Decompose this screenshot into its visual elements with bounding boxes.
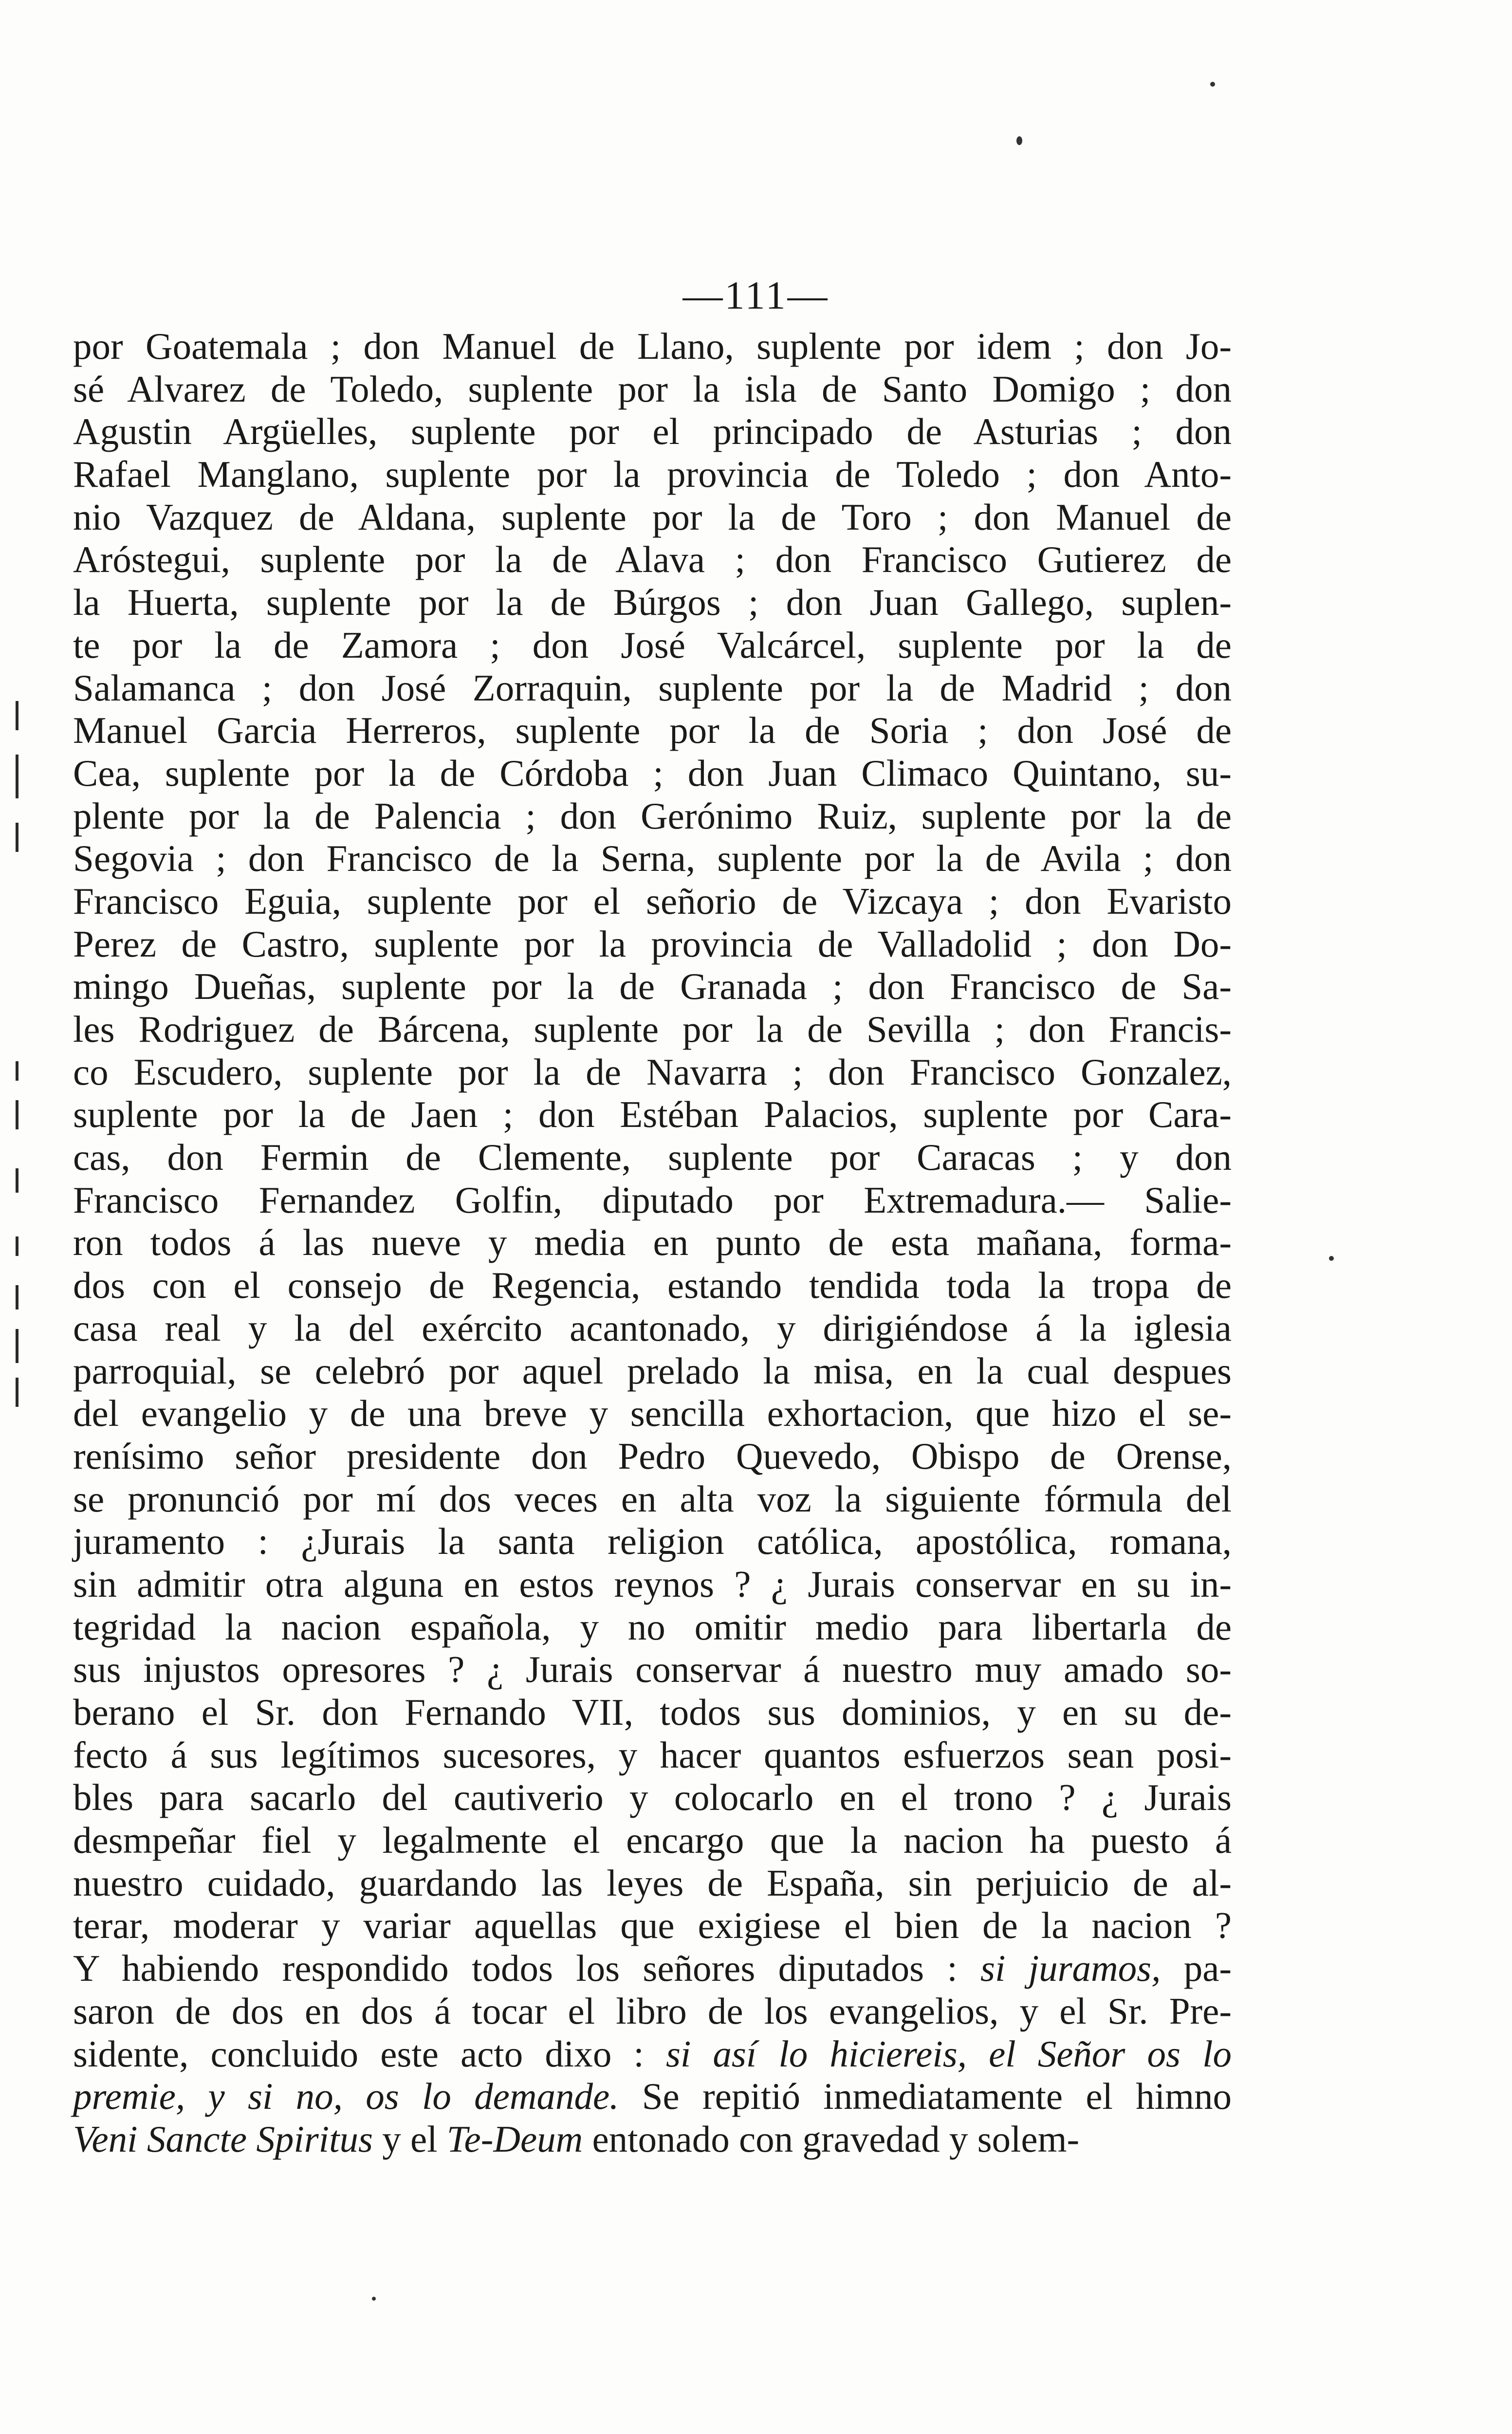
text-line: [73, 2075, 1232, 2118]
text-line: la Huerta, suplente por la de Búrgos ; don Juan Gallego, suplen-: [73, 581, 1232, 624]
text-line: berano el Sr. don Fernando VII, todos sus dominios, y en su de-: [73, 1691, 1232, 1733]
text-line: sus injustos opresores ? ¿ Jurais conservar á nuestro muy amado so-: [73, 1648, 1232, 1691]
margin-mark: [16, 1061, 18, 1081]
text-line: Manuel Garcia Herreros, suplente por la de Soria ; don José de: [73, 709, 1232, 752]
margin-mark: [16, 755, 18, 798]
text-line: Rafael Manglano, suplente por la provincia de Toledo ; don Anto-: [73, 453, 1232, 496]
text-line: Salamanca ; don José Zorraquin, suplente por la de Madrid ; don: [73, 666, 1232, 709]
margin-marks: [9, 682, 28, 1558]
text-line: Segovia ; don Francisco de la Serna, suplente por la de Avila ; don: [73, 837, 1232, 880]
text-line: [73, 1947, 1232, 1990]
italic-run: si juramos,: [980, 1947, 1161, 1990]
text-line: suplente por la de Jaen ; don Estéban Palacios, suplente por Cara-: [73, 1093, 1232, 1136]
margin-mark: [16, 1285, 18, 1309]
text-line: se pronunció por mí dos veces en alta voz la siguiente fórmula del: [73, 1477, 1232, 1520]
margin-mark: [16, 1378, 18, 1407]
margin-mark: [16, 1329, 18, 1363]
text-line: tegridad la nacion española, y no omitir medio para libertarla de: [73, 1605, 1232, 1648]
text-line: te por la de Zamora ; don José Valcárcel, suplente por la de: [73, 624, 1232, 666]
text-line: co Escudero, suplente por la de Navarra ; don Francisco Gonzalez,: [73, 1051, 1232, 1093]
page-speck: [1329, 1256, 1334, 1261]
text-run: Y habiendo respondido todos los señores diputados :: [73, 1947, 958, 1990]
text-line: terar, moderar y variar aquellas que exigiese el bien de la nacion ?: [73, 1904, 1232, 1947]
text-run: pa-: [1183, 1947, 1232, 1990]
text-line: del evangelio y de una breve y sencilla exhortacion, que hizo el se-: [73, 1392, 1232, 1435]
text-line: nuestro cuidado, guardando las leyes de España, sin perjuicio de al-: [73, 1862, 1232, 1904]
text-line: Francisco Fernandez Golfin, diputado por Extremadura.— Salie-: [73, 1179, 1232, 1221]
text-line: Cea, suplente por la de Córdoba ; don Juan Climaco Quintano, su-: [73, 752, 1232, 794]
text-line: Agustin Argüelles, suplente por el principado de Asturias ; don: [73, 410, 1232, 453]
text-line: cas, don Fermin de Clemente, suplente por Caracas ; y don: [73, 1136, 1232, 1179]
text-run: entonado con gravedad y solem-: [592, 2118, 1080, 2160]
text-line: renísimo señor presidente don Pedro Quevedo, Obispo de Orense,: [73, 1435, 1232, 1477]
text-line: Francisco Eguia, suplente por el señorio de Vizcaya ; don Evaristo: [73, 880, 1232, 922]
page-speck: [1016, 136, 1022, 145]
text-run: y el: [382, 2118, 438, 2160]
text-line: desmpeñar fiel y legalmente el encargo que la nacion ha puesto á: [73, 1819, 1232, 1862]
italic-run: Te-Deum: [446, 2118, 583, 2160]
text-run: sidente, concluido este acto dixo :: [73, 2032, 644, 2075]
text-line: ron todos á las nueve y media en punto de esta mañana, forma-: [73, 1221, 1232, 1264]
margin-mark: [16, 823, 18, 852]
page-number: —111—: [682, 273, 830, 317]
text-line: plente por la de Palencia ; don Gerónimo Ruiz, suplente por la de: [73, 794, 1232, 837]
text-line: les Rodriguez de Bárcena, suplente por la de Sevilla ; don Francis-: [73, 1008, 1232, 1050]
text-line: saron de dos en dos á tocar el libro de los evangelios, y el Sr. Pre-: [73, 1990, 1232, 2032]
text-line: Aróstegui, suplente por la de Alava ; don Francisco Gutierez de: [73, 538, 1232, 581]
italic-run: Veni Sancte Spiritus: [73, 2118, 373, 2160]
text-line: mingo Dueñas, suplente por la de Granada ; don Francisco de Sa-: [73, 965, 1232, 1008]
italic-run: premie, y si no, os lo demande.: [73, 2075, 619, 2118]
text-line: fecto á sus legítimos sucesores, y hacer quantos esfuerzos sean posi-: [73, 1733, 1232, 1776]
text-line: [73, 2033, 1232, 2076]
text-line: sin admitir otra alguna en estos reynos ? ¿ Jurais conservar en su in-: [73, 1563, 1232, 1605]
text-line: Perez de Castro, suplente por la provincia de Valladolid ; don Do-: [73, 922, 1232, 965]
page-speck: [1210, 82, 1215, 87]
text-line: sé Alvarez de Toledo, suplente por la isla de Santo Domigo ; don: [73, 368, 1232, 410]
text-line: casa real y la del exército acantonado, y dirigiéndose á la iglesia: [73, 1307, 1232, 1349]
text-line: dos con el consejo de Regencia, estando tendida toda la tropa de: [73, 1264, 1232, 1307]
italic-run: si así lo hiciereis, el Señor os lo: [665, 2032, 1232, 2075]
margin-mark: [16, 701, 18, 730]
text-line: [73, 2118, 1232, 2161]
text-line: juramento : ¿Jurais la santa religion católica, apostólica, romana,: [73, 1520, 1232, 1563]
text-line: bles para sacarlo del cautiverio y colocarlo en el trono ? ¿ Jurais: [73, 1776, 1232, 1819]
text-run: Se repitió inmediatamente el himno: [642, 2075, 1232, 2118]
text-line: por Goatemala ; don Manuel de Llano, suplente por idem ; don Jo-: [73, 325, 1232, 367]
text-line: parroquial, se celebró por aquel prelado la misa, en la cual despues: [73, 1349, 1232, 1392]
margin-mark: [16, 1168, 18, 1193]
page-speck: [372, 2297, 376, 2301]
text-line: nio Vazquez de Aldana, suplente por la de Toro ; don Manuel de: [73, 496, 1232, 538]
margin-mark: [16, 1236, 18, 1256]
body-text: [73, 325, 1232, 2161]
margin-mark: [16, 1100, 18, 1129]
